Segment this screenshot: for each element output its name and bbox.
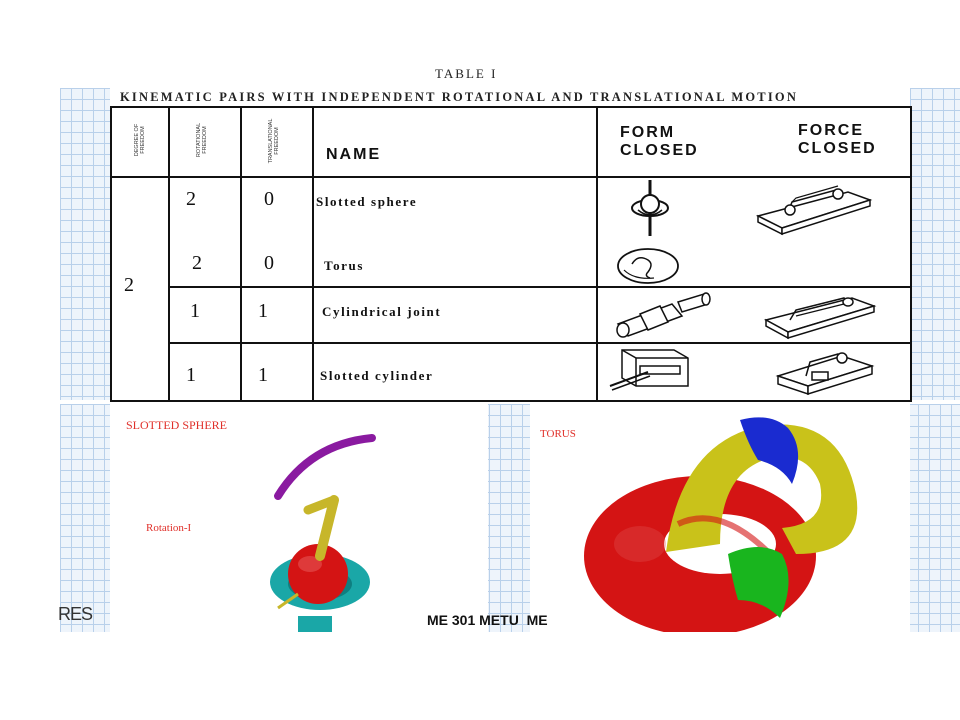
row1-figures-cell: [597, 177, 911, 287]
row3-trans-cell: [241, 287, 313, 343]
row2-rot: 2: [192, 252, 202, 274]
row3-rot: 1: [190, 300, 200, 322]
kinematic-pairs-table: [110, 106, 912, 402]
row1-name: Slotted sphere: [316, 194, 418, 209]
slotted-sphere-label: SLOTTED SPHERE: [126, 418, 228, 432]
header-force-closed: [798, 122, 877, 158]
table-subtitle: KINEMATIC PAIRS WITH INDEPENDENT ROTATIONAL AND TRANSLATIONAL MOTION: [120, 90, 799, 104]
header-dof-label: DEGREE OF FREEDOM: [134, 123, 146, 157]
row1-rot: 2: [186, 188, 196, 210]
row3-rot-cell: [169, 287, 241, 343]
cylindrical-joint-force-icon: [760, 290, 880, 340]
header-translational-label: TRANSLATIONAL FREEDOM: [268, 118, 280, 164]
rotation-label: Rotation-I: [146, 522, 192, 534]
row3-trans: 1: [258, 300, 268, 322]
grid-background-left-strip: [60, 88, 110, 400]
table-title: TABLE I: [435, 66, 498, 81]
header-rotational-label: ROTATIONAL FREEDOM: [196, 122, 208, 158]
row4-rot-cell: [169, 343, 241, 401]
cylindrical-joint-form-icon: [612, 290, 712, 340]
row4-trans: 1: [258, 364, 268, 386]
row4-name: Slotted cylinder: [320, 368, 434, 383]
dof-value: 2: [124, 274, 134, 296]
grid-background-right-strip: [910, 88, 960, 400]
header-closure: [597, 107, 911, 177]
form-closed-line2: CLOSED: [620, 142, 699, 159]
force-closed-line2: CLOSED: [798, 140, 877, 157]
slotted-cylinder-form-icon: [608, 346, 698, 398]
row2-name: Torus: [324, 258, 365, 273]
torus-form-icon: [614, 244, 684, 288]
row1-rot-cell: [169, 177, 241, 287]
row3-name: Cylindrical joint: [322, 304, 442, 319]
header-rotational: [169, 107, 241, 177]
form-closed-line1: FORM: [620, 124, 676, 141]
row4-trans-cell: [241, 343, 313, 401]
dof-cell: [111, 177, 169, 401]
header-dof: [111, 107, 169, 177]
slotted-cylinder-force-icon: [772, 346, 882, 398]
row1-trans: 0: [264, 188, 274, 210]
header-translational: [241, 107, 313, 177]
header-name-label: NAME: [326, 146, 382, 163]
row1-name-cell: [313, 177, 597, 287]
row1-trans-cell: [241, 177, 313, 287]
footer-logo: RES: [58, 604, 93, 624]
torus-label: TORUS: [540, 428, 576, 440]
slotted-sphere-illustration: [250, 404, 450, 632]
row4-name-cell: [313, 343, 597, 401]
force-closed-line1: FORCE: [798, 122, 864, 139]
row3-figures-cell: [597, 287, 911, 343]
row2-trans: 0: [264, 252, 274, 274]
torus-illustration: [570, 404, 890, 632]
row4-figures-cell: [597, 343, 911, 401]
row3-name-cell: [313, 287, 597, 343]
footer-course: ME 301 METU ME: [427, 612, 548, 628]
slotted-sphere-force-icon: [748, 178, 878, 238]
slotted-sphere-form-icon: [620, 180, 680, 240]
row4-rot: 1: [186, 364, 196, 386]
header-form-closed: [620, 124, 699, 160]
header-name: [313, 107, 597, 177]
